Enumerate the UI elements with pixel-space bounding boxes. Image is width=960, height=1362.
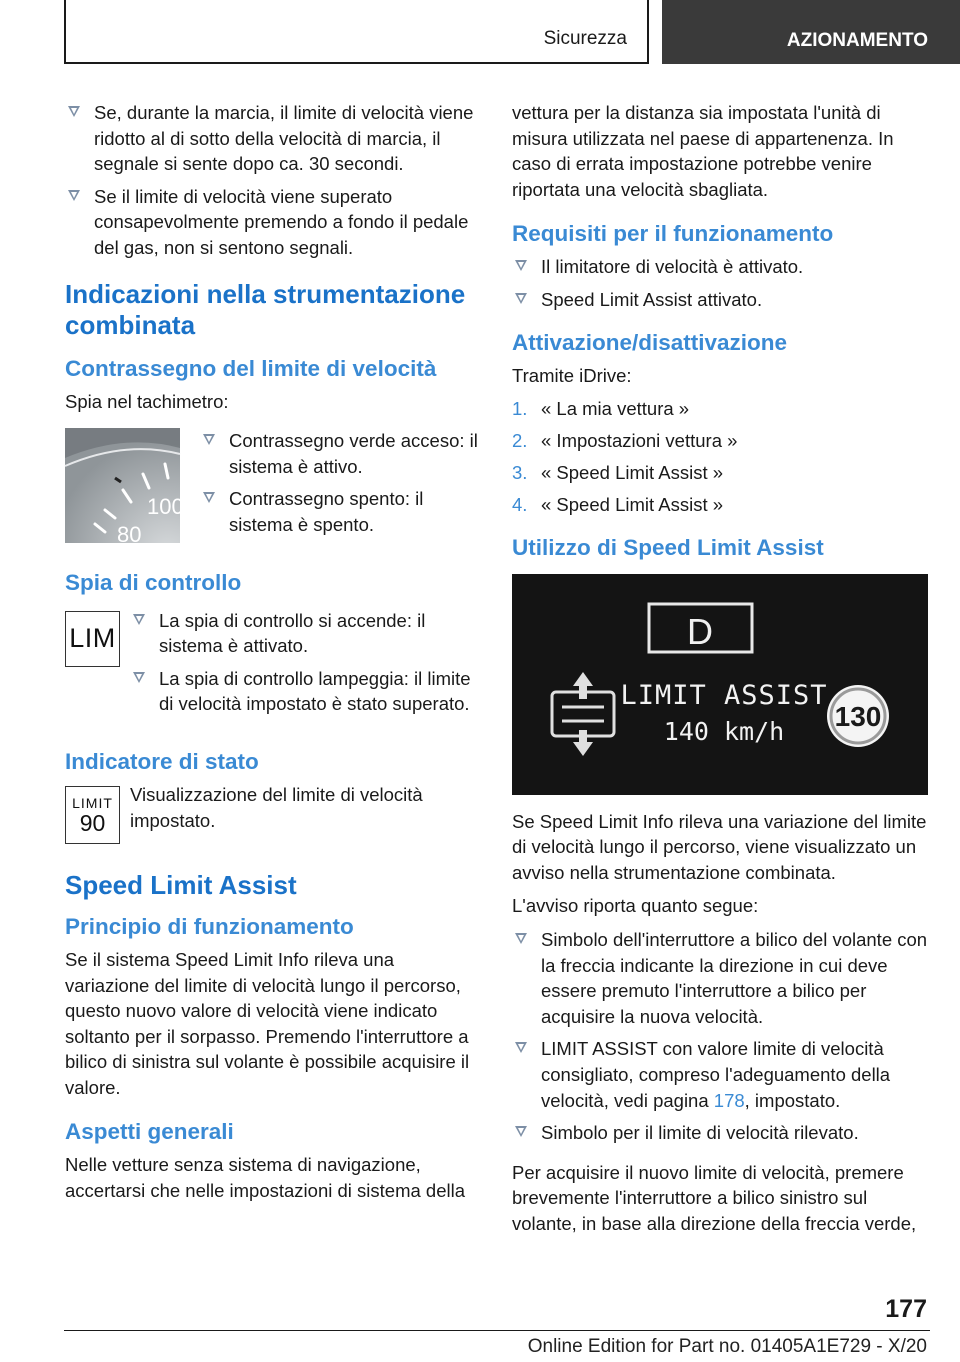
heading-principio: Principio di funzionamento: [65, 913, 354, 939]
steps-list: [512, 396, 930, 518]
limit-assist-speed: 140 km/h: [663, 716, 785, 746]
list-item: La spia di controllo lampeggia: il limite di velocità impostato è stato superato.: [130, 666, 480, 717]
list-item: Se, durante la marcia, il limite di velocità viene ridotto al di sotto della velocità di marcia, il segnale si sente dopo ca. 30 secondi.: [65, 100, 480, 177]
step-item: 1. « La mia vettura »: [512, 398, 690, 420]
triangle-bullet-icon: [203, 434, 215, 445]
lim-indicator-icon: LIM: [65, 611, 120, 667]
aspetti-continued-text: vettura per la distanza sia impostata l'unità di misura utilizzata nel paese di appartenenza. In caso di errata impostazione potrebbe venire riportata una velocità sbagliata.: [512, 102, 894, 200]
limit-status-icon: LIMIT 90: [65, 786, 120, 844]
list-item: Simbolo dell'interruttore a bilico del volante con la freccia indicante la direzione in cui deve essere premuto l'interruttore a bilico per acquisire la nuova velocità.: [512, 927, 930, 1029]
footer-divider: [64, 1330, 930, 1331]
list-item: Contrassegno verde acceso: il sistema è attivo.: [200, 428, 480, 479]
limit-assist-title: LIMIT ASSIST: [620, 679, 828, 711]
heading-requisiti: Requisiti per il funzionamento: [512, 221, 834, 247]
speed-limit-sign-value: 130: [834, 700, 882, 732]
spia-row: [65, 603, 480, 730]
intro-bullet-list: [65, 100, 480, 261]
chapter-tab[interactable]: [662, 0, 960, 64]
page-number: 177: [885, 1295, 927, 1323]
list-item: Simbolo per il limite di velocità rilevato.: [512, 1120, 930, 1146]
indicatore-text: Visualizzazione del limite di velocità impostato.: [130, 783, 423, 831]
list-item: Speed Limit Assist attivato.: [512, 287, 930, 313]
list-item: La spia di controllo si accende: il sistema è attivato.: [130, 608, 480, 659]
step-item: 2. « Impostazioni vettura »: [512, 430, 738, 452]
avviso-intro-text: L'avviso riporta quanto segue:: [512, 895, 759, 917]
heading-speed-limit-assist: Speed Limit Assist: [65, 869, 297, 900]
triangle-bullet-icon: [515, 1126, 527, 1137]
final-text: Per acquisire il nuovo limite di velocità, premere brevemente l'interruttore a bilico sinistro sul volante, in base alla direzione della freccia verde,: [512, 1161, 917, 1235]
triangle-bullet-icon: [133, 672, 145, 683]
triangle-bullet-icon: [515, 293, 527, 304]
speedo-label-80: 80: [117, 522, 142, 548]
edition-text: Online Edition for Part no. 01405A1E729 - X/20: [527, 1336, 927, 1357]
speedo-label-100: 100: [147, 494, 184, 520]
heading-attivazione: Attivazione/disattivazione: [512, 329, 788, 355]
heading-contrassegno: Contrassegno del limite di velocità: [65, 355, 437, 381]
triangle-bullet-icon: [133, 614, 145, 625]
requisiti-bullet-list: [512, 254, 930, 312]
section-tab[interactable]: [64, 0, 649, 64]
triangle-bullet-icon: [68, 190, 80, 201]
list-item: Se il limite di velocità viene superato consapevolmente premendo a fondo il pedale del gas, non si sentono segnali.: [65, 184, 480, 261]
avviso-bullet-list: [512, 927, 930, 1146]
contrassegno-row: [65, 428, 480, 550]
heading-indicazioni: Indicazioni nella strumentazione combinata: [65, 278, 466, 340]
left-column: [65, 100, 480, 1212]
right-column: [512, 100, 930, 1245]
heading-indicatore: Indicatore di stato: [65, 748, 259, 774]
chapter-tab-label: AZIONAMENTO: [786, 30, 928, 51]
list-item: Il limitatore di velocità è attivato.: [512, 254, 930, 280]
speed-limit-sign-icon: [827, 685, 889, 747]
heading-utilizzo: Utilizzo di Speed Limit Assist: [512, 534, 824, 560]
speedometer-image: [65, 428, 184, 548]
step-item: 3. « Speed Limit Assist »: [512, 462, 724, 484]
principio-text: Se il sistema Speed Limit Info rileva una variazione del limite di velocità lungo il percorso, questo nuovo valore di velocità viene indicato soltanto per il sorpasso. Premendo l'interruttore a bilico di sinistra sul volante è possibile acquisire il valore.: [65, 948, 470, 1098]
limit-assist-display-image: [512, 574, 928, 795]
indicatore-row: [65, 782, 480, 844]
heading-aspetti: Aspetti generali: [65, 1119, 234, 1145]
list-item: LIMIT ASSIST con valore limite di velocità consigliato, compreso l'adeguamento della velocità, vedi pagina 178, impostato.: [512, 1036, 930, 1113]
gear-indicator: D: [687, 610, 713, 652]
section-tab-label: Sicurezza: [543, 28, 627, 49]
triangle-bullet-icon: [203, 492, 215, 503]
heading-spia: Spia di controllo: [65, 569, 242, 595]
page-link-178[interactable]: 178: [713, 1089, 745, 1111]
step-item: 4. « Speed Limit Assist »: [512, 494, 724, 516]
list-item: Contrassegno spento: il sistema è spento.: [200, 486, 480, 537]
triangle-bullet-icon: [515, 933, 527, 944]
aspetti-text: Nelle vetture senza sistema di navigazione, accertarsi che nelle impostazioni di sistema della: [65, 1154, 465, 1202]
contrassegno-bullet-list: [200, 428, 480, 544]
triangle-bullet-icon: [515, 1042, 527, 1053]
triangle-bullet-icon: [68, 106, 80, 117]
utilizzo-text: Se Speed Limit Info rileva una variazione del limite di velocità lungo il percorso, viene visualizzato un avviso nella strumentazione combinata.: [512, 810, 927, 883]
spia-tachimetro-text: Spia nel tachimetro:: [65, 390, 229, 412]
spia-bullet-list: [130, 608, 480, 724]
triangle-bullet-icon: [515, 260, 527, 271]
tramite-text: Tramite iDrive:: [512, 364, 632, 386]
